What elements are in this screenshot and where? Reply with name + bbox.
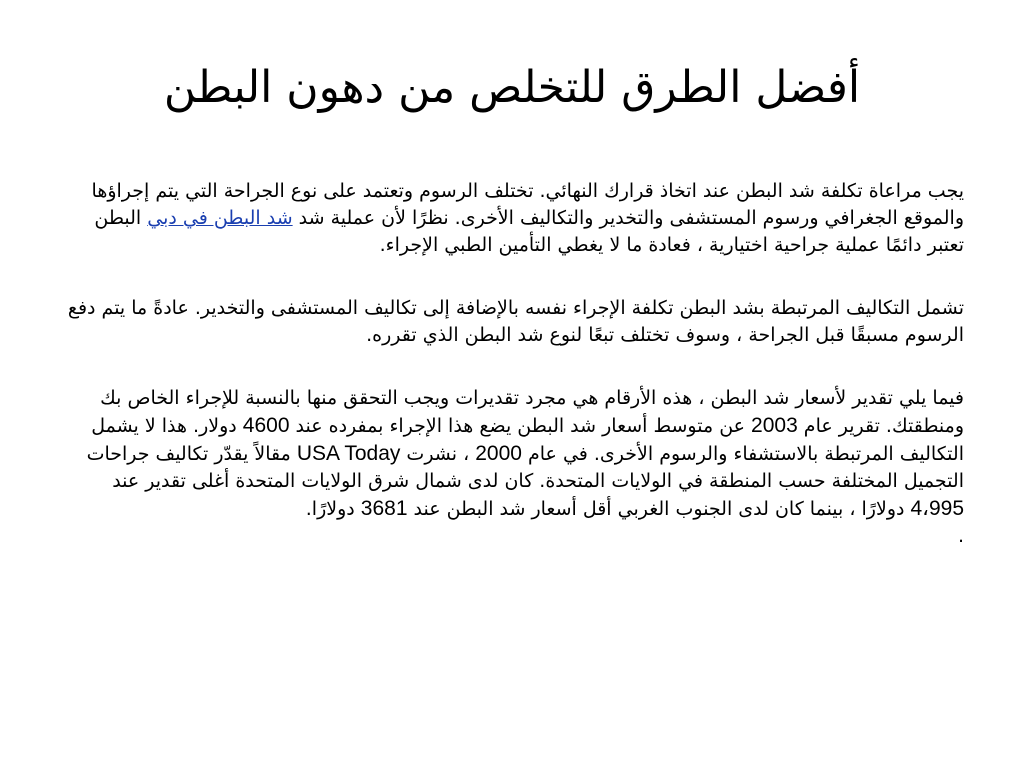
amount-value: 3681 — [360, 497, 408, 520]
paragraph-text: دولارًا. — [305, 498, 361, 520]
year-value: 2003 — [751, 414, 798, 437]
amount-value: 4600 — [242, 414, 290, 437]
paragraph-text: ، نشرت — [400, 443, 476, 465]
slide-body — [62, 178, 964, 550]
paragraph-text: دولارًا ، بينما كان لدى الجنوب الغربي أقل أسعار شد البطن عند — [407, 498, 911, 520]
year-value: 2000 — [475, 442, 522, 465]
paragraph-text: عن متوسط أسعار شد البطن يضع هذا الإجراء بمفرده عند — [289, 415, 752, 437]
slide-title: أفضل الطرق للتخلص من دهون البطن — [163, 62, 861, 113]
paragraph-included-costs: تشمل التكاليف المرتبطة بشد البطن تكلفة الإجراء نفسه بالإضافة إلى تكاليف المستشفى والتخدير. عادةً ما يتم دفع الرسوم مسبقًا قبل الجراحة ، وسوف تختلف تبعًا لنوع شد البطن الذي تقرره. — [67, 297, 964, 346]
amount-value: 4،995 — [910, 497, 964, 520]
tummy-tuck-dubai-link[interactable]: شد البطن في دبي — [147, 207, 293, 229]
paragraph-cost-intro — [62, 178, 964, 259]
trailing-period: . — [957, 525, 964, 547]
brand-name: USA Today — [296, 442, 401, 465]
paragraph-price-estimates — [62, 385, 964, 523]
paragraph-text: مقالاً يقدّر تكاليف جراحات التجميل المختلفة حسب المنطقة في الولايات المتحدة. كان لدى شمال شرق الولايات المتحدة أغلى تقدير عند — [86, 443, 964, 492]
paragraph-text: دولار. هذا لا يشمل التكاليف المرتبطة بالاستشفاء والرسوم الأخرى. في عام — [91, 415, 964, 465]
paragraph-text: يجب مراعاة تكلفة شد البطن عند اتخاذ قرارك النهائي. تختلف الرسوم وتعتمد على نوع الجراحة التي يتم إجراؤها والموقع الجغرافي ورسوم المستشفى والتخدير والتكاليف الأخرى. نظرًا لأن عملية شد — [91, 180, 964, 229]
paragraph-text: فيما يلي تقدير لأسعار شد البطن ، هذه الأرقام هي مجرد تقديرات ويجب التحقق منها بالنسبة للإجراء الخاص بك ومنطقتك. تقرير عام — [100, 387, 964, 437]
paragraph-text: البطن تعتبر دائمًا عملية جراحية اختيارية ، فعادة ما لا يغطي التأمين الطبي الإجراء. — [94, 207, 964, 256]
